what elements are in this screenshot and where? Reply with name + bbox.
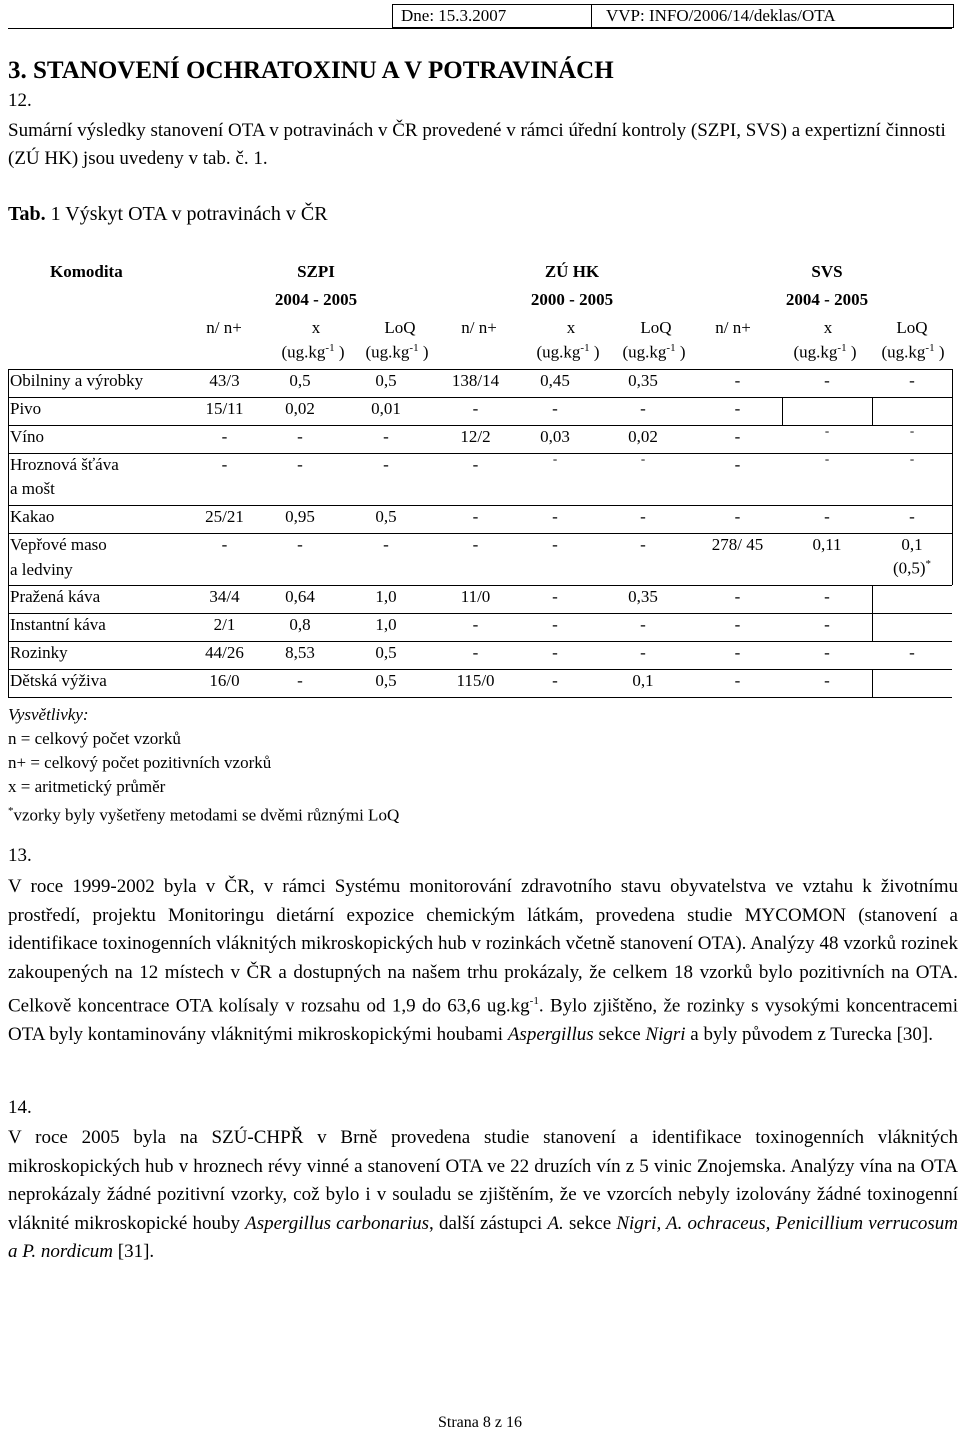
table-cell: - <box>640 507 646 526</box>
table-cell: - <box>221 455 228 474</box>
table-cell: - <box>297 427 303 446</box>
paragraph-14 <box>8 1124 958 1267</box>
table-cell: - <box>297 671 303 690</box>
table-cell: 15/11 <box>205 399 244 418</box>
table-cell: 278/ 45 <box>711 535 764 554</box>
table-cell: 0,64 <box>285 587 315 606</box>
table-cell: 11/0 <box>460 587 491 606</box>
table-row-border <box>8 669 952 670</box>
table-cell: - <box>297 455 303 474</box>
table-cell: - <box>824 671 830 690</box>
table-cell: - <box>734 507 741 526</box>
table-row-name: Instantní káva <box>10 615 106 634</box>
table-cell: 43/3 <box>209 371 240 390</box>
paragraph-number-14: 14. <box>8 1097 32 1118</box>
p13-text: . Bylo zjištěno, že rozinky s vysokými koncentracemi OTA byly kontaminovány vláknitými mikroskopickými houbami <box>8 995 958 1045</box>
table-cell: - <box>552 643 558 662</box>
table-row-name: Pražená káva <box>10 587 101 606</box>
table-cell: 0,5 <box>375 671 397 690</box>
table-cell: - <box>909 643 915 662</box>
table-cell: 1,0 <box>375 587 397 606</box>
header-date: Dne: 15.3.2007 <box>393 5 592 27</box>
table-cell: - <box>552 587 558 606</box>
table-row-border <box>8 505 952 506</box>
table-cell: - <box>734 615 741 634</box>
table-cell: 0,01 <box>371 399 401 418</box>
table-row-border <box>8 585 952 586</box>
paragraph-12: Sumární výsledky stanovení OTA v potravinách v ČR provedené v rámci úřední kontroly (SZPI, SVS) a expertizní činnosti (ZÚ HK) jsou uvedeny v tab. č. 1. <box>8 120 946 169</box>
table-row-name: Kakao <box>10 507 55 526</box>
table-cell: - <box>909 507 915 526</box>
p14-text: [31]. <box>113 1241 155 1262</box>
table-header-group: SZPI <box>297 262 335 281</box>
table-cell: 0,45 <box>540 371 570 390</box>
table-cell: 0,5 <box>375 507 397 526</box>
table-row-border <box>8 397 952 398</box>
table-header-loq: LoQ <box>896 318 928 337</box>
table-cell: - <box>824 371 830 390</box>
table-header-unit: ($ug.kg^{-1}$ ) <box>881 342 945 362</box>
table-cell: - <box>552 507 558 526</box>
legend-line: n+ = celkový počet pozitivních vzorků <box>8 753 272 772</box>
table-cell: - <box>824 507 830 526</box>
paragraph-13 <box>8 873 958 1049</box>
table-row-border <box>8 697 952 698</box>
table-cell: - <box>552 615 558 634</box>
table-row-border <box>8 613 952 614</box>
table-header-x: x <box>311 318 321 337</box>
table-legend <box>8 703 399 828</box>
p14-text: , další zástupci <box>429 1212 548 1234</box>
table-caption-text: 1 Výskyt OTA v potravinách v ČR <box>45 203 328 225</box>
table-cell-border <box>872 585 873 613</box>
table-cell: - <box>909 423 915 438</box>
table-cell: 16/0 <box>209 671 240 690</box>
table-header-group: SVS <box>811 262 843 281</box>
p13-italic: Nigri <box>645 1023 686 1045</box>
table-cell: - <box>472 643 479 662</box>
table-cell: - <box>824 423 830 438</box>
table-border <box>8 369 9 697</box>
p13-text: sekce <box>593 1023 646 1045</box>
table-cell: - <box>472 615 479 634</box>
p14-italic: Nigri, A. ochraceus, Penicillium verrucosum a P. nordicum <box>8 1212 959 1262</box>
table-cell: - <box>824 643 830 662</box>
p14-text: sekce <box>563 1212 617 1234</box>
table-header-x: x <box>566 318 576 337</box>
table-cell: - <box>552 399 558 418</box>
table-cell: - <box>734 587 741 606</box>
table-row-name: Pivo <box>10 399 42 418</box>
table-cell: - <box>640 615 646 634</box>
table-cell: 138/14 <box>451 371 500 390</box>
table-cell: 0,03 <box>540 427 570 446</box>
table-cell: 12/2 <box>460 427 491 446</box>
table-row-name-line2: a mošt <box>10 479 55 498</box>
table-cell: - <box>472 399 479 418</box>
table-header-n: n/ n+ <box>715 318 751 337</box>
table-cell: 44/26 <box>205 643 244 662</box>
table-cell-border <box>872 613 873 641</box>
table-cell: 0,02 <box>285 399 315 418</box>
table-cell: - <box>472 455 479 474</box>
table-cell: 0,35 <box>628 371 658 390</box>
table-cell: 25/21 <box>205 507 244 526</box>
table-cell: 0,02 <box>628 427 658 446</box>
table-cell: - <box>383 455 389 474</box>
table-cell: 8,53 <box>285 643 315 662</box>
table-row-border <box>8 641 952 642</box>
table-cell: 0,35 <box>628 587 658 606</box>
legend-note-text: vzorky byly vyšetřeny metodami se dvěmi různými LoQ <box>13 805 400 825</box>
table-header-unit: ($ug.kg^{-1}$ ) <box>536 342 600 362</box>
table-cell: 2/1 <box>213 615 236 634</box>
table-header-loq: LoQ <box>640 318 672 337</box>
table-cell: 0,1 <box>632 671 654 690</box>
table-cell: 0,11 <box>812 535 842 554</box>
table-cell: - <box>472 507 479 526</box>
table-cell: - <box>734 427 741 446</box>
table-cell-note: (0,5)* <box>892 558 932 578</box>
table-header-loq: LoQ <box>384 318 416 337</box>
table-cell: 34/4 <box>209 587 240 606</box>
table-cell: - <box>640 535 646 554</box>
table-header-years: 2004 - 2005 <box>274 290 358 309</box>
table-cell: 0,8 <box>289 615 311 634</box>
table-cell: - <box>909 371 915 390</box>
table-cell: - <box>734 455 741 474</box>
header-rule <box>8 28 952 29</box>
p14-italic: Aspergillus carbonarius <box>245 1212 430 1234</box>
p13-text: a byly původem z Turecka [30]. <box>685 1023 933 1045</box>
table-cell: - <box>383 535 389 554</box>
legend-title: Vysvětlivky: <box>8 705 89 724</box>
table-cell: 0,5 <box>375 643 397 662</box>
table-cell: - <box>221 427 228 446</box>
table-cell: - <box>734 371 741 390</box>
p13-text: V roce 1999-2002 byla v ČR, v rámci Systému monitorování zdravotního stavu obyvatelstva ve vztahu k životnímu prostředí, projektu Monitoringu dietární expozice chemickým látkám, provedena studie MYCOMON (stanovení a identifikace toxinogenních vláknitých mikroskopických hub v rozinkách včetně stanovení OTA). Analýzy 48 vzorků rozinek zakoupených na 12 místech v ČR a dostupných na našem trhu prokázaly, že celkem 18 vzorků bylo pozitivních na OTA. Celkově koncentrace OTA kolísaly v rozsahu od 1,9 do 63,6 ug.kg <box>8 876 958 1017</box>
table-cell: 0,5 <box>289 371 311 390</box>
legend-line: x = aritmetický průměr <box>8 777 166 796</box>
p14-text: V roce 2005 byla na SZÚ-CHPŘ v Brně provedena studie stanovení a identifikace toxinogenních vláknitých mikroskopických hub v hroznech révy vinné a stanovení OTA ve 22 druzích vín z 5 vinic Znojemska. Analýzy vína na OTA neprokázaly žádné pozitivní vzorky, což bylo i v souladu se zjištěním, že ve vzorcích nebyly izolovány žádné toxinogenní vláknité mikroskopické houby <box>8 1127 958 1234</box>
page-footer: Strana 8 z 16 <box>438 1414 522 1431</box>
table-cell: - <box>552 671 558 690</box>
section-title: 3. STANOVENÍ OCHRATOXINU A V POTRAVINÁCH <box>8 57 614 84</box>
table-cell: - <box>824 615 830 634</box>
table-header-years: 2004 - 2005 <box>785 290 869 309</box>
paragraph-number-12: 12. <box>8 90 32 111</box>
table-row-name-line2: a ledviny <box>10 560 73 579</box>
table-header-unit: ($ug.kg^{-1}$ ) <box>793 342 857 362</box>
table-row-name: Vepřové maso <box>10 535 107 554</box>
table-cell: - <box>640 643 646 662</box>
table-header-years: 2000 - 2005 <box>530 290 614 309</box>
document-header <box>392 4 954 28</box>
table-header-n: n/ n+ <box>461 318 497 337</box>
table-cell: - <box>909 451 915 466</box>
table-row-name: Rozinky <box>10 643 68 662</box>
table-header-n: n/ n+ <box>206 318 242 337</box>
table-cell: - <box>824 587 830 606</box>
header-reference: VVP: INFO/2006/14/deklas/OTA <box>606 6 836 25</box>
p13-superscript: -1 <box>529 995 539 1007</box>
table-header-unit: ($ug.kg^{-1}$ ) <box>365 342 429 362</box>
table-row-name: Víno <box>10 427 44 446</box>
table-row-name: Obilniny a výrobky <box>10 371 144 390</box>
table-cell: 1,0 <box>375 615 397 634</box>
paragraph-number-13: 13. <box>8 845 32 866</box>
table-cell-border <box>872 669 873 697</box>
table-row-name: Dětská výživa <box>10 671 107 690</box>
table-cell: 115/0 <box>456 671 495 690</box>
table-header-x: x <box>823 318 833 337</box>
table-caption-label: Tab. <box>8 203 46 225</box>
p14-italic: A. <box>547 1212 564 1234</box>
table-cell: - <box>640 399 646 418</box>
table-cell: - <box>221 535 228 554</box>
table-cell: - <box>297 535 303 554</box>
table-cell: 0,95 <box>285 507 315 526</box>
legend-note-asterisk: * <box>8 805 14 817</box>
table-cell: - <box>552 535 558 554</box>
table-header-unit: ($ug.kg^{-1}$ ) <box>622 342 686 362</box>
table-row-border <box>8 533 952 534</box>
table-cell: - <box>734 671 741 690</box>
p13-italic: Aspergillus <box>507 1023 594 1045</box>
table-cell: - <box>640 451 646 466</box>
table-caption <box>8 203 328 226</box>
table-row-border <box>8 369 952 370</box>
table-header-group: ZÚ HK <box>544 262 600 281</box>
table-row-name: Hroznová šťáva <box>10 455 119 474</box>
legend-line: n = celkový počet vzorků <box>8 729 181 748</box>
legend-note <box>8 799 399 828</box>
table-cell: 0,5 <box>375 371 397 390</box>
table-header-unit: ($ug.kg^{-1}$ ) <box>281 342 345 362</box>
table-cell: - <box>734 399 741 418</box>
table-cell: - <box>472 535 479 554</box>
table-header-komodita: Komodita <box>50 262 123 281</box>
table-cell: - <box>824 451 830 466</box>
table-cell-border <box>872 397 873 425</box>
table-cell: - <box>734 643 741 662</box>
table-cell: - <box>383 427 389 446</box>
table-cell: - <box>552 451 558 466</box>
table-cell: 0,1 <box>901 535 923 554</box>
